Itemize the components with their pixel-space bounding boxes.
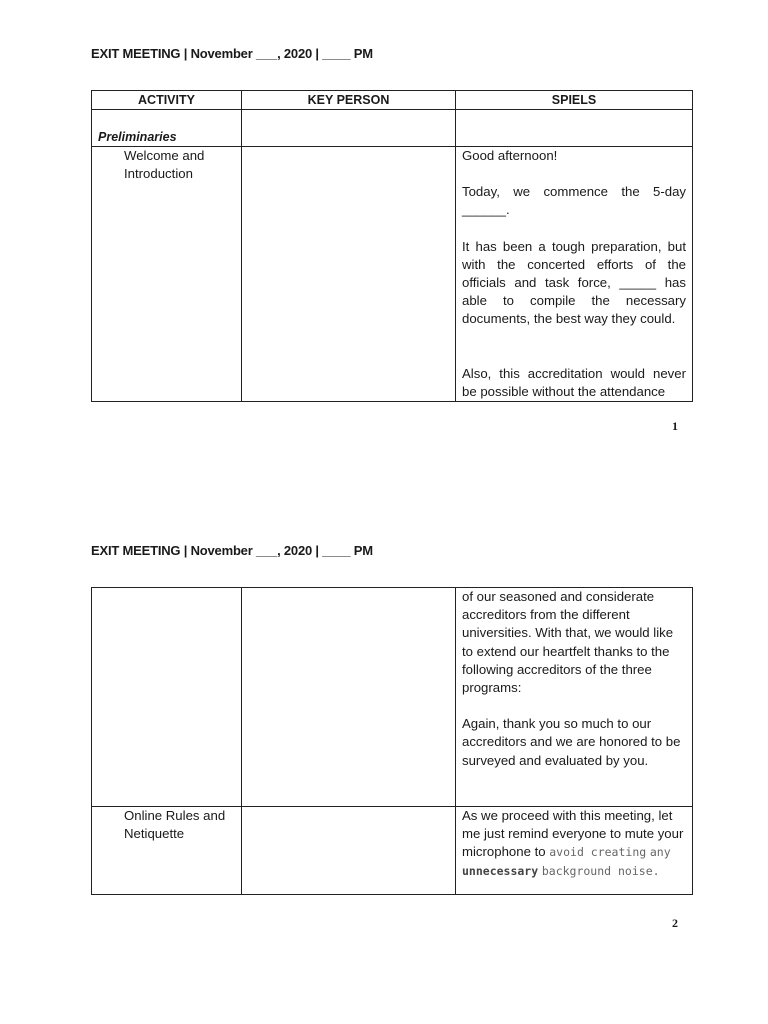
column-header-activity: ACTIVITY (92, 91, 242, 110)
empty-cell (242, 110, 456, 147)
table-row (92, 807, 693, 895)
spiel-paragraph: Today, we commence the 5-day ______. (462, 184, 686, 218)
spiels-cell (456, 147, 693, 402)
section-title-cell (92, 110, 242, 147)
page-1-table (91, 90, 693, 402)
spiels-cell (456, 588, 693, 807)
activity-cell (92, 807, 242, 895)
spiel-paragraph: It has been a tough preparation, but with the concerted efforts of the officials and task force, _____ has able to compile the necessary documents, the best way they could. (462, 238, 686, 327)
spiel-paragraph: of our seasoned and considerate accreditors from the different universities. With that, we would like to extend our heartfelt thanks to the following accreditors of the three programs: (462, 589, 674, 696)
page-number: 1 (672, 419, 678, 433)
section-row (92, 110, 693, 147)
table-row (92, 588, 693, 807)
spiel-faded-text: background noise. (541, 863, 660, 878)
activity-cell (92, 147, 242, 402)
table-row (92, 147, 693, 402)
spiel-lead-text: As we proceed with this meeting, let me just remind everyone to mute your microphone to (462, 808, 684, 860)
spiel-faded-text: avoid creating (549, 845, 647, 860)
activity-cell (92, 588, 242, 807)
activity-label: Online Rules and Netiquette (124, 808, 226, 842)
activity-label: Welcome and Introduction (124, 148, 205, 182)
spiel-bold-text: unnecessary (462, 863, 539, 878)
page-2-table (91, 587, 693, 895)
page-number: 2 (672, 916, 678, 930)
spiel-paragraph: Again, thank you so much to our accreditors and we are honored to be surveyed and evaluated by you. (462, 716, 681, 768)
key-person-cell (242, 588, 456, 807)
spiel-paragraph: Good afternoon! (462, 148, 558, 163)
empty-cell (456, 110, 693, 147)
spiel-paragraph (462, 807, 686, 880)
spiels-cell (456, 807, 693, 895)
section-title: Preliminaries (98, 130, 177, 144)
key-person-cell (242, 147, 456, 402)
column-header-spiels: SPIELS (456, 91, 693, 110)
key-person-cell (242, 807, 456, 895)
table-header-row (92, 91, 693, 110)
column-header-key-person: KEY PERSON (242, 91, 456, 110)
page-2-header: EXIT MEETING | November ___, 2020 | ____ PM (91, 543, 373, 558)
page-1-header: EXIT MEETING | November ___, 2020 | ____ PM (91, 46, 373, 61)
spiel-faded-text: any (649, 845, 671, 860)
spiel-paragraph: Also, this accreditation would never be possible without the attendance (462, 365, 686, 399)
